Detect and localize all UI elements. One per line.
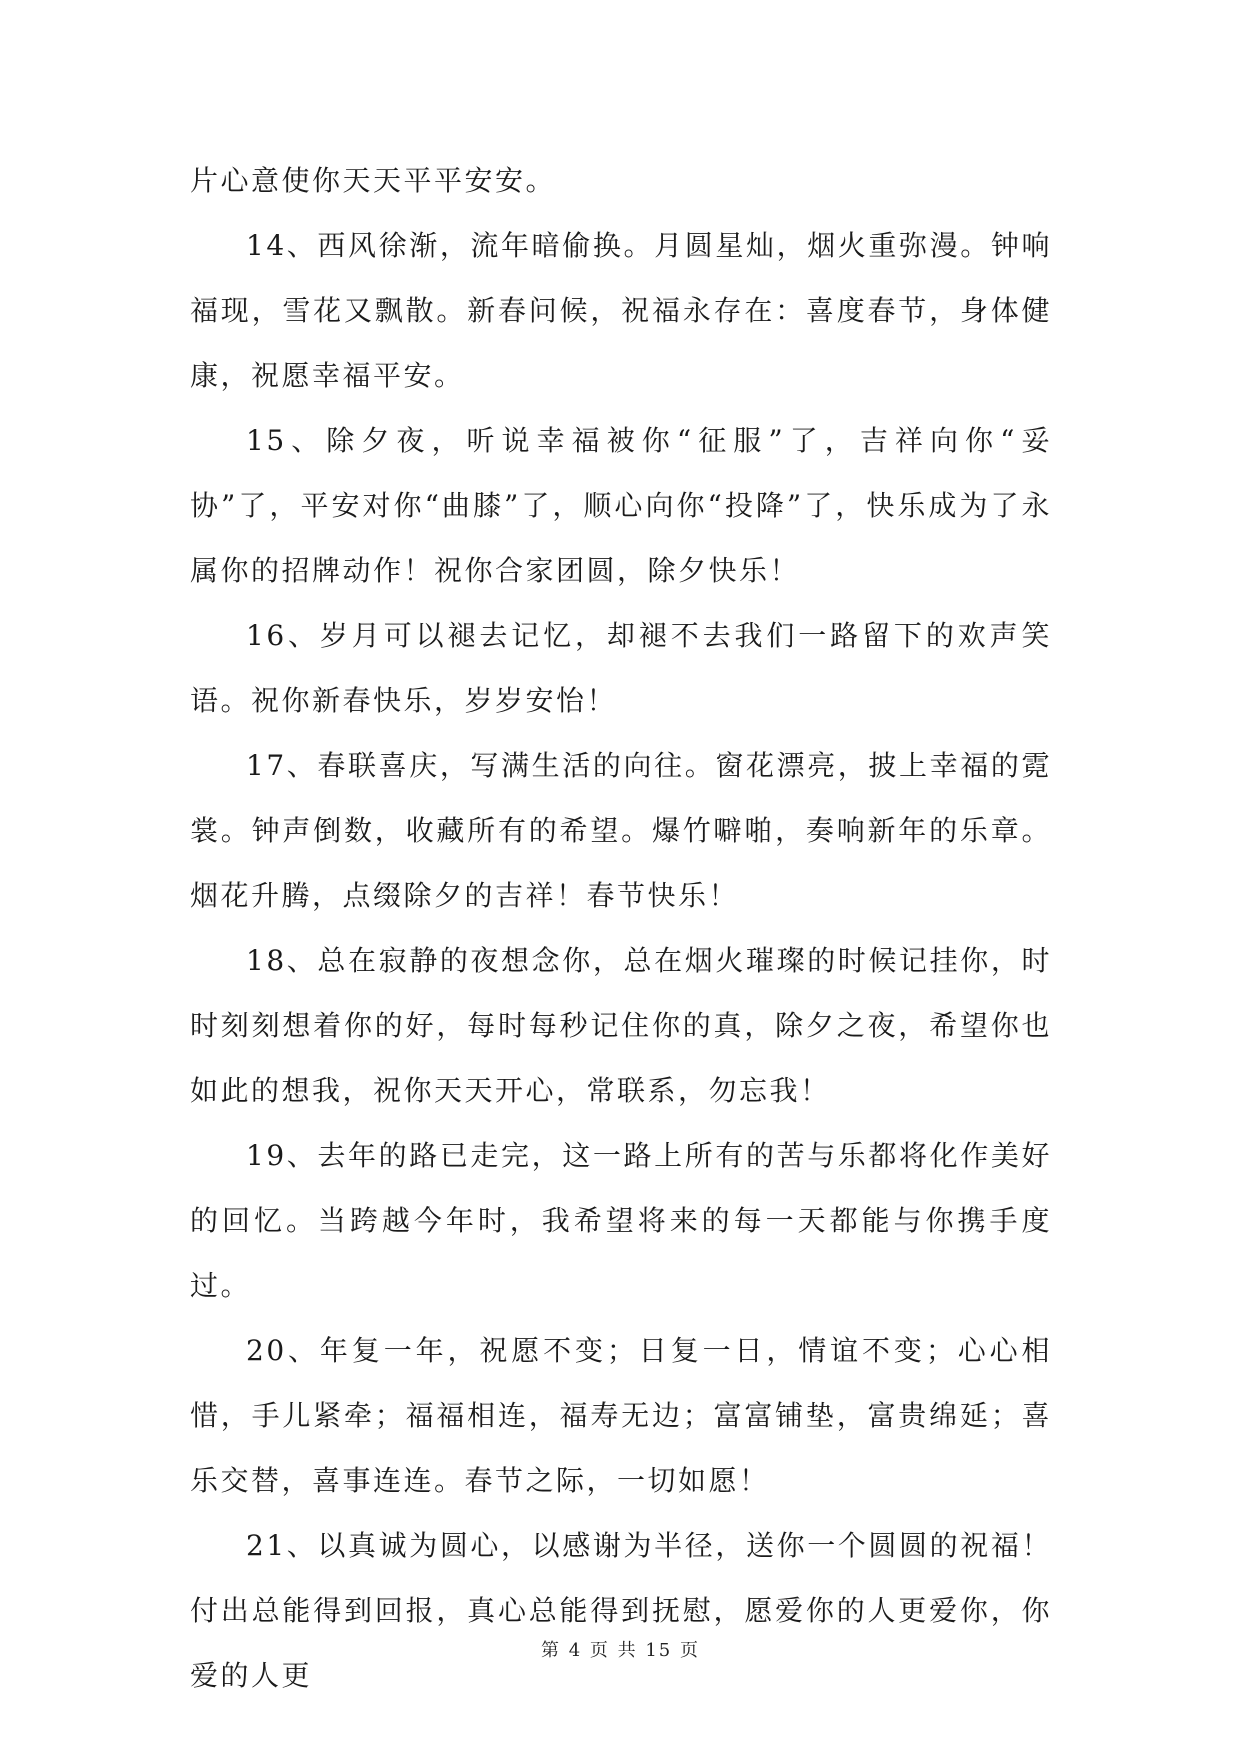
paragraph-0: 片心意使你天天平平安安。 <box>190 164 557 197</box>
paragraph-15: 15、除夕夜，听说幸福被你“征服”了，吉祥向你“妥协”了，平安对你“曲膝”了，顺心向你“投降”了，快乐成为了永属你的招牌动作！祝你合家团圆，除夕快乐！ <box>190 424 1052 587</box>
paragraph-16: 16、岁月可以褪去记忆，却褪不去我们一路留下的欢声笑语。祝你新春快乐，岁岁安怡！ <box>190 619 1052 717</box>
paragraph-21: 21、以真诚为圆心，以感谢为半径，送你一个圆圆的祝福！付出总能得到回报，真心总能得到抚慰，愿爱你的人更爱你，你爱的人更 <box>190 1529 1052 1692</box>
paragraph-17: 17、春联喜庆，写满生活的向往。窗花漂亮，披上幸福的霓裳。钟声倒数，收藏所有的希望。爆竹噼啪，奏响新年的乐章。烟花升腾，点缀除夕的吉祥！春节快乐！ <box>190 749 1052 912</box>
paragraph-19: 19、去年的路已走完，这一路上所有的苦与乐都将化作美好的回忆。当跨越今年时，我希望将来的每一天都能与你携手度过。 <box>190 1139 1052 1302</box>
page-number-footer: 第 4 页 共 15 页 <box>541 1640 700 1661</box>
paragraph-20: 20、年复一年，祝愿不变；日复一日，情谊不变；心心相惜，手儿紧牵；福福相连，福寿无边；富富铺垫，富贵绵延；喜乐交替，喜事连连。春节之际，一切如愿！ <box>190 1334 1052 1497</box>
paragraph-14: 14、西风徐渐，流年暗偷换。月圆星灿，烟火重弥漫。钟响福现，雪花又飘散。新春问候，祝福永存在：喜度春节，身体健康，祝愿幸福平安。 <box>190 229 1052 392</box>
document-body <box>190 148 1052 1708</box>
paragraph-18: 18、总在寂静的夜想念你，总在烟火璀璨的时候记挂你，时时刻刻想着你的好，每时每秒记住你的真，除夕之夜，希望你也如此的想我，祝你天天开心，常联系，勿忘我！ <box>190 944 1052 1107</box>
